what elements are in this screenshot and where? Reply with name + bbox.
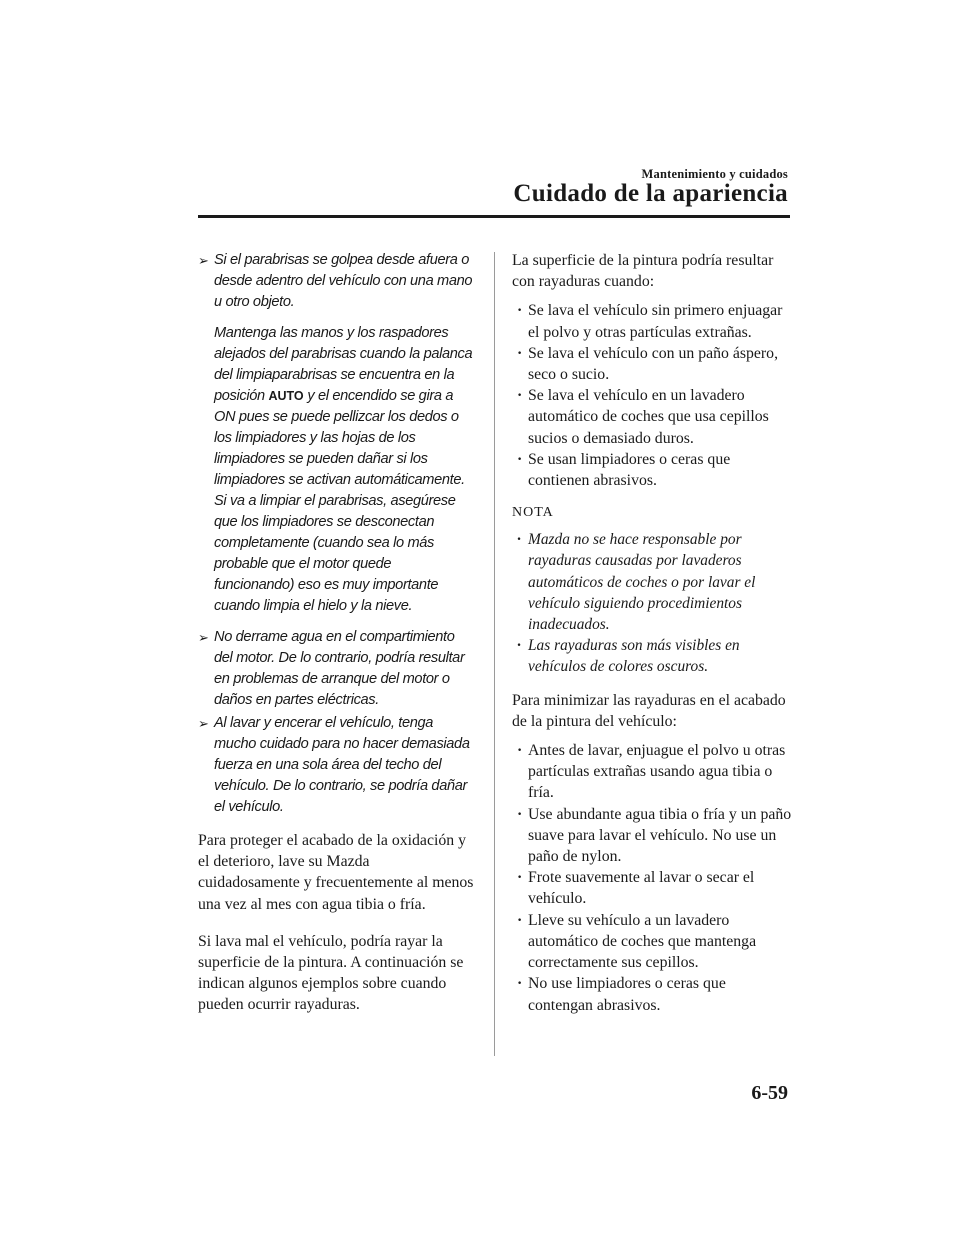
body-paragraph: Para proteger el acabado de la oxidación y el deterioro, lave su Mazda cuidadosamente y frecuentemente al menos una vez al mes con agua tibia o fría.	[198, 832, 474, 913]
column-divider	[494, 252, 495, 1056]
warning-paragraph	[198, 323, 474, 617]
header-rule	[198, 215, 790, 218]
warning-text: Si va a limpiar el parabrisas, asegúrese que los limpiadores se desconectan completamente (cuando sea lo más probable que el motor quede funcionando) eso es muy importante cuando limpia el hielo y la nieve.	[214, 493, 456, 614]
bullet-dot-icon: ·	[517, 344, 523, 362]
auto-position-label: AUTO	[268, 389, 304, 403]
warning-item	[198, 250, 474, 313]
tips-list	[512, 740, 792, 1016]
bullet-dot-icon: ·	[517, 742, 523, 760]
warning-block	[198, 250, 474, 818]
warning-item	[198, 627, 474, 711]
arrow-bullet-icon: ➢	[198, 630, 209, 645]
list-item: · Se lava el vehículo sin primero enjuagar el polvo y otras partículas extrañas.	[517, 302, 783, 341]
page-number: 6-59	[751, 1082, 788, 1104]
bullet-dot-icon: ·	[517, 805, 523, 823]
warning-text: y el encendido se gira a ON pues se puede pellizcar los dedos o los limpiadores y las hojas de los limpiadores se pueden dañar si los limpiadores se activan automáticamente.	[214, 388, 465, 488]
list-item: · No use limpiadores o ceras que contengan abrasivos.	[517, 975, 726, 1014]
arrow-bullet-icon: ➢	[198, 716, 209, 731]
right-column	[512, 250, 792, 1016]
list-item: · Frote suavemente al lavar o secar el vehículo.	[517, 869, 755, 908]
note-heading: NOTA	[512, 505, 554, 521]
bullet-dot-icon: ·	[517, 975, 523, 993]
scratch-intro: La superficie de la pintura podría resultar con rayaduras cuando:	[512, 252, 774, 291]
warning-item	[198, 713, 474, 818]
page-title: Cuidado de la apariencia	[513, 180, 788, 207]
note-item: · Las rayaduras son más visibles en vehículos de colores oscuros.	[517, 637, 740, 676]
bullet-dot-icon: ·	[517, 450, 523, 468]
arrow-bullet-icon: ➢	[198, 253, 209, 268]
list-item: · Antes de lavar, enjuague el polvo u otras partículas extrañas usando agua tibia o fría.	[517, 742, 786, 802]
list-item: · Se lava el vehículo en un lavadero automático de coches que usa cepillos sucios o demasiado duros.	[517, 387, 769, 447]
warning-text: Mantenga las manos y los raspadores alejados del parabrisas cuando la palanca del limpiaparabrisas se encuentra en la posición	[214, 325, 473, 404]
note-list	[512, 529, 792, 677]
warning-item-text: Al lavar y encerar el vehículo, tenga mucho cuidado para no hacer demasiada fuerza en una sola área del techo del vehículo. De lo contrario, se podría dañar el vehículo.	[214, 715, 470, 815]
list-item: · Lleve su vehículo a un lavadero automático de coches que mantenga correctamente sus cepillos.	[517, 911, 757, 972]
bullet-dot-icon: ·	[517, 531, 521, 549]
list-item: · Se lava el vehículo con un paño áspero, seco o sucio.	[517, 344, 779, 384]
bullet-dot-icon: ·	[517, 637, 521, 655]
warning-item-text: Si el parabrisas se golpea desde afuera o desde adentro del vehículo con una mano u otro objeto.	[214, 252, 473, 310]
bullet-dot-icon: ·	[517, 387, 523, 405]
note-item: · Mazda no se hace responsable por rayaduras causadas por lavaderos automáticos de coches o por lavar el vehículo siguiendo procedimientos inadecuados.	[517, 531, 756, 634]
left-column	[198, 250, 474, 1016]
list-item: · Se usan limpiadores o ceras que contienen abrasivos.	[517, 450, 731, 490]
body-paragraph: Si lava mal el vehículo, podría rayar la superficie de la pintura. A continuación se indican algunos ejemplos sobre cuando pueden ocurrir rayaduras.	[198, 932, 464, 1014]
bullet-dot-icon: ·	[517, 302, 523, 320]
minimize-intro: Para minimizar las rayaduras en el acabado de la pintura del vehículo:	[512, 691, 786, 730]
section-label: Mantenimiento y cuidados	[641, 167, 788, 181]
list-item: · Use abundante agua tibia o fría y un paño suave para lavar el vehículo. No use un paño de nylon.	[517, 805, 792, 866]
bullet-dot-icon: ·	[517, 911, 523, 929]
warning-item-text: No derrame agua en el compartimiento del motor. De lo contrario, podría resultar en problemas de arranque del motor o daños en partes eléctricas.	[214, 629, 465, 708]
scratch-causes-list	[512, 300, 792, 491]
bullet-dot-icon: ·	[517, 869, 523, 887]
